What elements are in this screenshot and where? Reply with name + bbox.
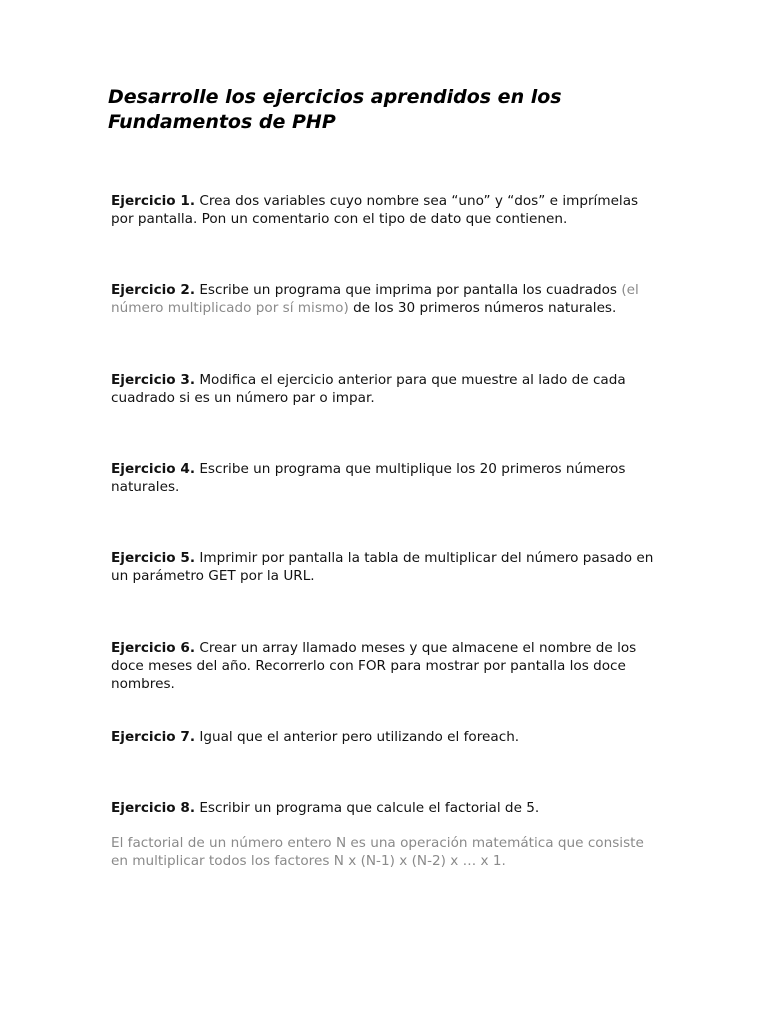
- exercise-1: [111, 192, 659, 228]
- exercise-8-text: Escribir un programa que calcule el factorial de 5.: [199, 800, 540, 816]
- exercise-2: [111, 281, 659, 317]
- exercise-4-text: Escribe un programa que multiplique los 20 primeros números naturales.: [111, 461, 626, 495]
- exercise-2-text: Escribe un programa que imprima por pantalla los cuadrados: [199, 282, 618, 298]
- exercise-7-label: Ejercicio 7.: [111, 729, 195, 745]
- exercise-4-label: Ejercicio 4.: [111, 461, 195, 477]
- exercise-6-text: Crear un array llamado meses y que almacene el nombre de los doce meses del año. Recorrerlo con FOR para mostrar por pantalla los doce nombres.: [111, 640, 637, 692]
- exercise-5-label: Ejercicio 5.: [111, 550, 195, 566]
- exercise-3-label: Ejercicio 3.: [111, 372, 195, 388]
- exercise-4: [111, 460, 659, 496]
- exercise-2-muted-text: (el número multiplicado por sí mismo): [111, 282, 639, 316]
- exercise-6: [111, 639, 659, 693]
- exercise-6-label: Ejercicio 6.: [111, 640, 195, 656]
- exercise-5-text: Imprimir por pantalla la tabla de multiplicar del número pasado en un parámetro GET por la URL.: [111, 550, 654, 584]
- exercise-1-label: Ejercicio 1.: [111, 193, 195, 209]
- exercise-2-label: Ejercicio 2.: [111, 282, 195, 298]
- document-title: Desarrolle los ejercicios aprendidos en los Fundamentos de PHP: [108, 86, 562, 133]
- exercise-3-text: Modifica el ejercicio anterior para que muestre al lado de cada cuadrado si es un número par o impar.: [111, 372, 626, 406]
- factorial-note: El factorial de un número entero N es una operación matemática que consiste en multiplicar todos los factores N x (N-1) x (N-2) x … x 1.: [111, 835, 644, 869]
- exercise-1-text: Crea dos variables cuyo nombre sea “uno” y “dos” e imprímelas por pantalla. Pon un comentario con el tipo de dato que contienen.: [111, 193, 639, 227]
- exercise-3: [111, 371, 659, 407]
- exercise-7: [111, 728, 659, 746]
- exercise-2-text-end: de los 30 primeros números naturales.: [353, 300, 617, 316]
- exercise-5: [111, 549, 659, 585]
- exercise-8-label: Ejercicio 8.: [111, 800, 195, 816]
- exercise-7-text: Igual que el anterior pero utilizando el foreach.: [199, 729, 520, 745]
- exercise-8: [111, 799, 659, 817]
